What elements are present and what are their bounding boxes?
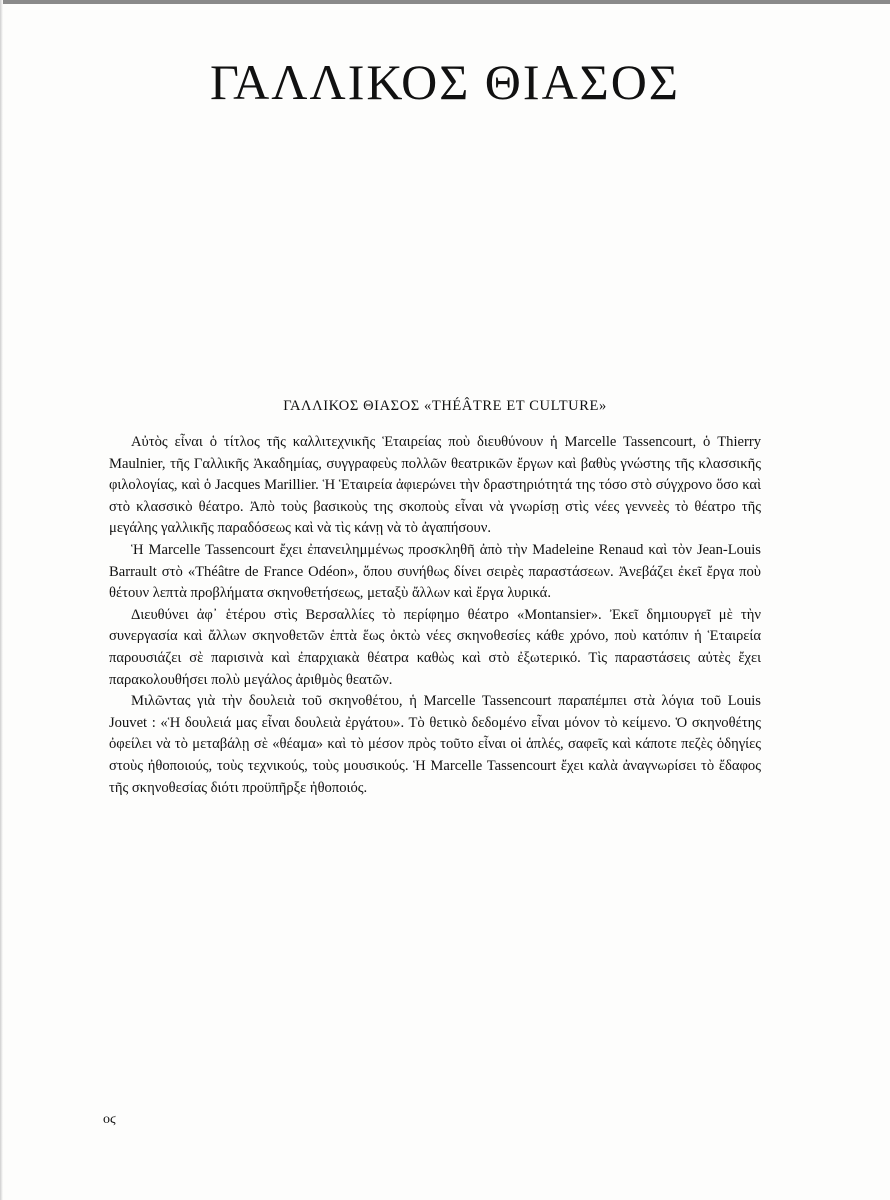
page-number: οϛ xyxy=(103,1112,116,1127)
scan-top-edge xyxy=(0,0,890,4)
scan-left-edge xyxy=(0,0,3,1200)
paragraph-2: Ἡ Marcelle Tassencourt ἔχει ἐπανειλημμένως προσκληθῆ ἀπὸ τὴν Madeleine Renaud καὶ τὸν Jean-Louis Barrault στὸ «Théâtre de France Odéon», ὅπου συνήθως δίνει σειρὲς παραστάσεων. Ἀνεβάζει ἐκεῖ ἔργα ποὺ θέτουν λεπτὰ προβλήματα σκηνοθετήσεως, μεταξὺ ἄλλων καὶ ἔργα λυρικά. xyxy=(109,541,761,602)
paragraph-4: Μιλῶντας γιὰ τὴν δουλειὰ τοῦ σκηνοθέτου, ἡ Marcelle Tassencourt παραπέμπει στὰ λόγια τοῦ Louis Jouvet : «Ἡ δουλειά μας εἶναι δουλειὰ ἐργάτου». Τὸ θετικὸ δεδομένο εἶναι μόνον τὸ κείμενο. Ὁ σκηνοθέτης ὀφείλει νὰ τὸ μεταβάλῃ σὲ «θέαμα» καὶ τὸ μέσον πρὸς τοῦτο εἶναι οἱ ἁπλές, σαφεῖς καὶ κάποτε πεζὲς ὁδηγίες στοὺς ἠθοποιούς, τοὺς τεχνικούς, τοὺς μουσικούς. Ἡ Marcelle Tassencourt ἔχει καλὰ ἀναγνωρίσει τὸ ἔδαφος τῆς σκηνοθεσίας διότι προϋπῆρξε ἠθοποιός. xyxy=(109,693,761,796)
article-body xyxy=(109,432,761,799)
paragraph-3: Διευθύνει ἀφ᾽ ἑτέρου στὶς Βερσαλλίες τὸ περίφημο θέατρο «Montansier». Ἐκεῖ δημιουργεῖ μὲ τὴν συνεργασία καὶ ἄλλων σκηνοθετῶν ἑπτὰ ἕως ὀκτὼ νέες σκηνοθεσίες κάθε χρόνο, ποὺ κατόπιν ἡ Ἑταιρεία παρουσιάζει σὲ παρισινὰ καὶ ἐπαρχιακὰ θέατρα καθὼς καὶ στὸ ἐξωτερικό. Τὶς παραστάσεις αὐτὲς ἔχει παρακολουθήσει πολὺ μεγάλος ἀριθμὸς θεατῶν. xyxy=(109,606,761,688)
page-title: ΓΑΛΛΙΚΟΣ ΘΙΑΣΟΣ xyxy=(210,54,680,110)
paragraph-1: Αὐτὸς εἶναι ὁ τίτλος τῆς καλλιτεχνικῆς Ἑταιρείας ποὺ διευθύνουν ἡ Marcelle Tassencourt, ὁ Thierry Maulnier, τῆς Γαλλικῆς Ἀκαδημίας, συγγραφεὺς πολλῶν θεατρικῶν ἔργων καὶ βαθὺς γνώστης τῆς κλασσικῆς φιλολογίας, καὶ ὁ Jacques Marillier. Ἡ Ἑταιρεία ἀφιερώνει τὴν δραστηριότητά της τόσο στὸ σύγχρονο ὅσο καὶ στὸ κλασσικὸ θέατρο. Ἀπὸ τοὺς βασικοὺς της σκοποὺς εἶναι νὰ γνωρίσῃ στὶς νέες γεννεὲς τὸ θέατρο τῆς μεγάλης γαλλικῆς παραδόσεως καὶ νὰ τὶς κάνῃ νὰ τὸ ἀγαπήσουν. xyxy=(109,434,761,537)
section-heading: ΓΑΛΛΙΚΟΣ ΘΙΑΣΟΣ «THÉÂTRE ET CULTURE» xyxy=(283,398,607,414)
